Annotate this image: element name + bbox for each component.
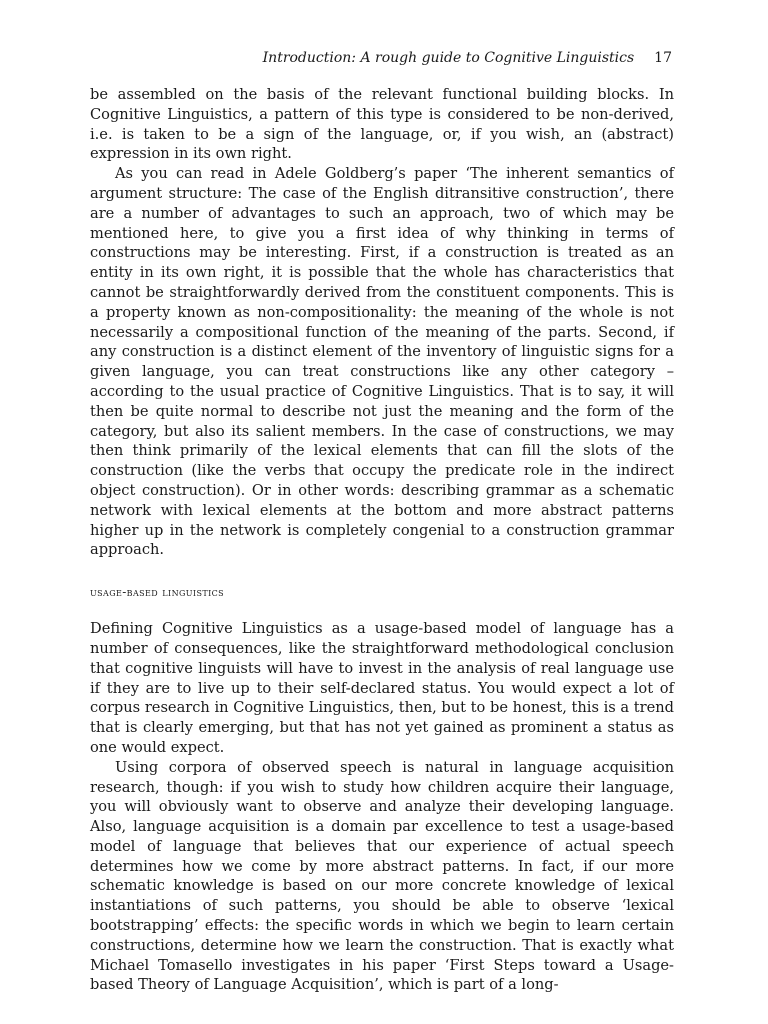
- paragraph-goldberg: As you can read in Adele Goldberg’s paper ‘The inherent semantics of argument structure: The case of the English ditransitive construction’, there are a number of advantages to such an approach, two of which may be mentioned here, to give you a first idea of why thinking in terms of constructions may be interesting. First, if a construction is treated as an entity in its own right, it is possible that the whole has characteristics that cannot be straightforwardly derived from the constituent components. This is a property known as non-compositionality: the meaning of the whole is not necessarily a compositional function of the meaning of the parts. Second, if any construction is a distinct element of the inventory of linguistic signs for a given language, you can treat constructions like any other category – according to the usual practice of Cognitive Linguistics. That is to say, it will then be quite normal to describe not just the meaning and the form of the category, but also its salient members. In the case of constructions, we may then think primarily of the lexical elements that can fill the slots of the construction (like the verbs that occupy the predicate role in the indirect object construction). Or in other words: describing grammar as a schematic network with lexical elements at the bottom and more abstract patterns higher up in the network is completely congenial to a construction grammar approach.: [90, 165, 674, 559]
- section-heading: usage-based linguistics: [90, 585, 225, 600]
- body-text: [90, 85, 674, 995]
- paragraph-continuation: be assembled on the basis of the relevant functional building blocks. In Cognitive Linguistics, a pattern of this type is considered to be non-derived, i.e. is taken to be a sign of the language, or, if you wish, an (abstract) expression in its own right.: [90, 86, 674, 163]
- page-number: 17: [654, 50, 672, 66]
- paragraph-usage-based: Defining Cognitive Linguistics as a usage-based model of language has a number of consequences, like the straightforward methodological conclusion that cognitive linguists will have to invest in the analysis of real language use if they are to live up to their self-declared status. You would expect a lot of corpus research in Cognitive Linguistics, then, but to be honest, this is a trend that is clearly emerging, but that has not yet gained as prominent a status as one would expect.: [90, 620, 674, 756]
- running-head-title: Introduction: A rough guide to Cognitive Linguistics: [262, 50, 635, 66]
- paragraph-corpora: Using corpora of observed speech is natural in language acquisition research, though: if you wish to study how children acquire their language, you will obviously want to observe and analyze their developing language. Also, language acquisition is a domain par excellence to test a usage-based model of language that believes that our experience of actual speech determines how we come by more abstract patterns. In fact, if our more schematic knowledge is based on our more concrete knowledge of lexical instantiations of such patterns, you should be able to observe ‘lexical bootstrapping’ effects: the specific words in which we begin to learn certain constructions, determine how we learn the construction. That is exactly what Michael Tomasello investigates in his paper ‘First Steps toward a Usage-based Theory of Language Acquisition’, which is part of a long-: [90, 758, 674, 994]
- running-head: [90, 49, 672, 67]
